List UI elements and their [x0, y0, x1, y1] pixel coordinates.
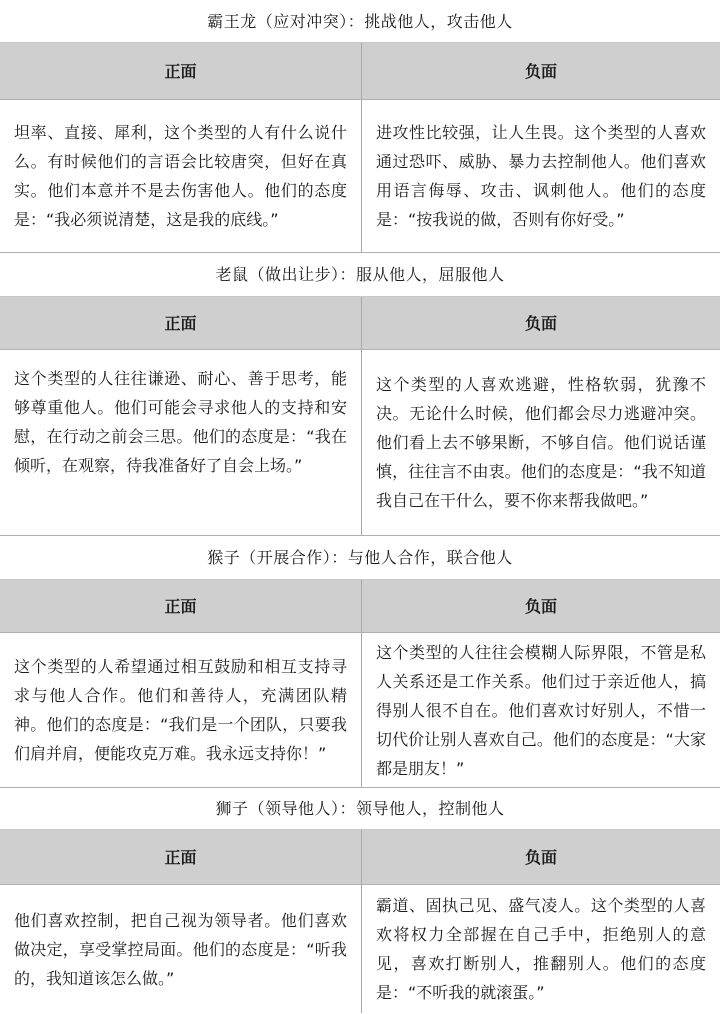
positive-text: 他们喜欢控制，把自己视为领导者。他们喜欢做决定，享受掌控局面。他们的态度是：“听我的，我知道该怎么做。”	[14, 910, 347, 988]
positive-text: 这个类型的人往往谦逊、耐心、善于思考，能够尊重他人。他们可能会寻求他人的支持和安慰，在行动之前会三思。他们的态度是：“我在倾听，在观察，待我准备好了自会上场。”	[14, 369, 347, 475]
positive-text: 这个类型的人希望通过相互鼓励和相互支持寻求与他人合作。他们和善待人，充满团队精神。他们的态度是：“我们是一个团队，只要我们肩并肩，便能攻克万难。我永远支持你！”	[14, 657, 347, 763]
content-row	[0, 885, 720, 1013]
positive-header: 正面	[0, 580, 362, 632]
positive-header: 正面	[0, 830, 362, 884]
positive-text: 坦率、直接、犀利，这个类型的人有什么说什么。有时候他们的言语会比较唐突，但好在真实。他们本意并不是去伤害他人。他们的态度是：“我必须说清楚，这是我的底线。”	[14, 123, 347, 229]
negative-text: 这个类型的人往往会模糊人际界限，不管是私人关系还是工作关系。他们过于亲近他人，搞得别人很不自在。他们喜欢讨好别人，不惜一切代价让别人喜欢自己。他们的态度是：“大家都是朋友！”	[376, 642, 706, 778]
positive-cell	[0, 633, 362, 787]
column-header-row	[0, 297, 720, 350]
negative-header: 负面	[524, 848, 557, 867]
section-trex	[0, 0, 720, 253]
section-monkey	[0, 536, 720, 788]
column-header-row	[0, 580, 720, 633]
section-lion	[0, 788, 720, 1013]
positive-cell	[0, 100, 362, 252]
section-title: 霸王龙（应对冲突）：挑战他人，攻击他人	[0, 0, 720, 43]
negative-cell	[362, 885, 720, 1013]
negative-header: 负面	[524, 62, 557, 81]
section-mouse	[0, 253, 720, 536]
negative-header: 负面	[524, 314, 557, 333]
column-header-row	[0, 830, 720, 885]
section-title: 猴子（开展合作）：与他人合作，联合他人	[0, 536, 720, 580]
negative-text: 霸道、固执己见、盛气凌人。这个类型的人喜欢将权力全部握在自己手中，拒绝别人的意见，喜欢打断别人，推翻别人。他们的态度是：“不听我的就滚蛋。”	[376, 896, 706, 1002]
negative-cell	[362, 633, 720, 787]
content-row	[0, 633, 720, 788]
positive-header: 正面	[0, 297, 362, 349]
negative-text: 这个类型的人喜欢逃避，性格软弱，犹豫不决。无论什么时候，他们都会尽力逃避冲突。他们看上去不够果断，不够自信。他们说话谨慎，往往言不由衷。他们的态度是：“我不知道我自己在干什么，要不你来帮我做吧。”	[376, 375, 706, 510]
negative-header: 负面	[524, 597, 557, 616]
content-row	[0, 100, 720, 253]
negative-cell	[362, 100, 720, 252]
positive-cell	[0, 885, 362, 1013]
column-header-row	[0, 43, 720, 100]
positive-cell	[0, 350, 362, 535]
negative-cell	[362, 350, 720, 535]
negative-text: 进攻性比较强，让人生畏。这个类型的人喜欢通过恐吓、威胁、暴力去控制他人。他们喜欢用语言侮辱、攻击、讽刺他人。他们的态度是：“按我说的做，否则有你好受。”	[376, 123, 706, 229]
section-title: 狮子（领导他人）：领导他人，控制他人	[0, 788, 720, 830]
content-row	[0, 350, 720, 536]
section-title: 老鼠（做出让步）：服从他人，屈服他人	[0, 253, 720, 297]
positive-header: 正面	[0, 43, 362, 99]
